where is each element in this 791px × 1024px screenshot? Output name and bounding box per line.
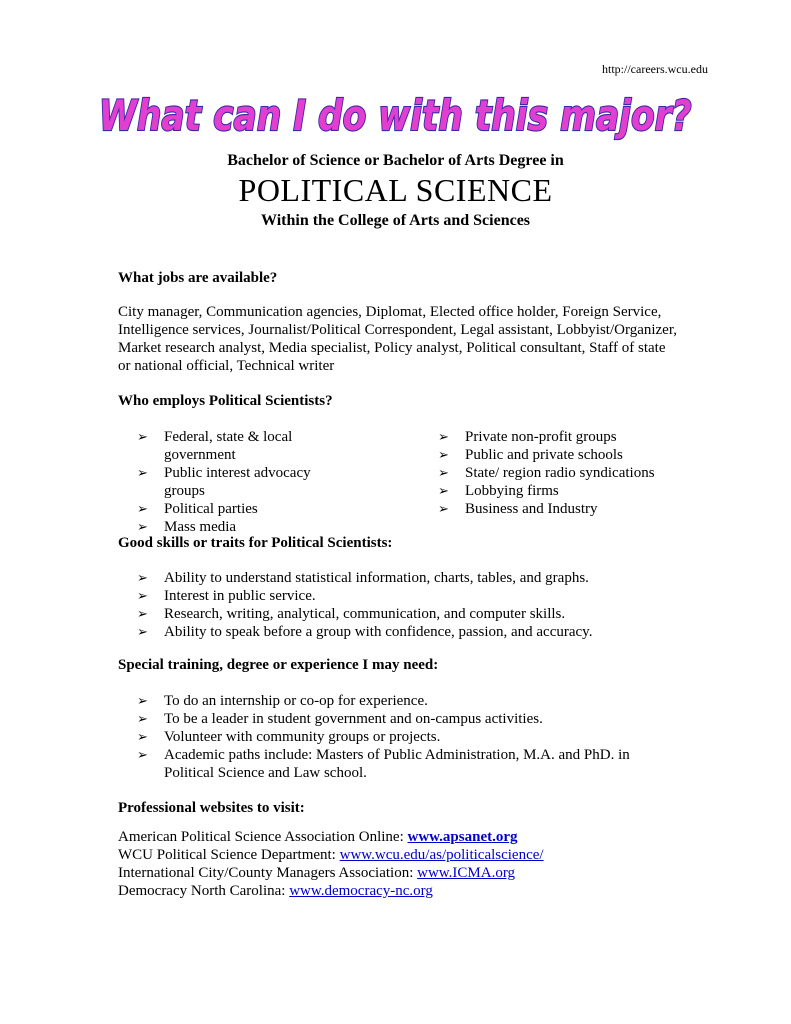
list-item: ➢ Ability to speak before a group with confidence, passion, and accuracy. (137, 624, 593, 640)
list-item: ➢ Private non-profit groups (438, 429, 617, 445)
list-item: ➢ State/ region radio syndications (438, 465, 655, 481)
training-heading: Special training, degree or experience I may need: (118, 657, 439, 673)
training-list (137, 692, 667, 782)
list-item: ➢ Academic paths include: Masters of Public Administration, M.A. and PhD. in Political Science and Law school. (137, 747, 630, 781)
skills-list (137, 569, 697, 641)
page-title: POLITICAL SCIENCE (238, 172, 553, 208)
website-label: International City/County Managers Association: (118, 865, 418, 881)
degree-subtitle: Bachelor of Science or Bachelor of Arts Degree in (227, 152, 564, 169)
apsanet-link[interactable]: www.apsanet.org (407, 829, 518, 845)
arrow-bullet-icon: ➢ (438, 483, 449, 498)
website-row (118, 864, 544, 882)
arrow-bullet-icon: ➢ (137, 429, 148, 444)
list-item: ➢ To do an internship or co-op for experience. (137, 693, 428, 709)
list-item: ➢ Volunteer with community groups or projects. (137, 729, 441, 745)
arrow-bullet-icon: ➢ (137, 570, 148, 585)
arrow-bullet-icon: ➢ (137, 465, 148, 480)
website-label: American Political Science Association Online: (118, 829, 408, 845)
website-row (118, 846, 544, 864)
arrow-bullet-icon: ➢ (137, 519, 148, 534)
websites-list (118, 828, 544, 900)
arrow-bullet-icon: ➢ (438, 501, 449, 516)
employers-right-list (438, 428, 698, 518)
careers-url: http://careers.wcu.edu (602, 62, 708, 76)
website-label: WCU Political Science Department: (118, 847, 340, 863)
wordart-banner (98, 82, 692, 142)
arrow-bullet-icon: ➢ (438, 447, 449, 462)
arrow-bullet-icon: ➢ (137, 693, 148, 708)
college-line: Within the College of Arts and Sciences (260, 212, 531, 229)
website-row (118, 882, 544, 900)
list-item: ➢ Business and Industry (438, 501, 598, 517)
employers-heading: Who employs Political Scientists? (118, 393, 333, 409)
wcu-polisci-link[interactable]: www.wcu.edu/as/politicalscience/ (339, 847, 544, 863)
arrow-bullet-icon: ➢ (137, 729, 148, 744)
arrow-bullet-icon: ➢ (137, 588, 148, 603)
arrow-bullet-icon: ➢ (137, 711, 148, 726)
list-item: ➢ Interest in public service. (137, 588, 316, 604)
jobs-text: City manager, Communication agencies, Diplomat, Elected office holder, Foreign Service, Intelligence services, Journalist/Political Correspondent, Legal assistant, Lobbyist/Organizer, Market research analyst, Media specialist, Policy analyst, Political consultant, Staff of state or national official, Technical writer (118, 304, 677, 374)
list-item: ➢ Research, writing, analytical, communication, and computer skills. (137, 606, 566, 622)
arrow-bullet-icon: ➢ (438, 429, 449, 444)
website-label: Democracy North Carolina: (118, 883, 290, 899)
arrow-bullet-icon: ➢ (137, 747, 148, 762)
list-item: ➢ Federal, state & local government (137, 429, 293, 463)
icma-link[interactable]: www.ICMA.org (417, 865, 516, 881)
list-item: ➢ Lobbying firms (438, 483, 559, 499)
employers-left-list (137, 428, 337, 536)
arrow-bullet-icon: ➢ (438, 465, 449, 480)
websites-heading: Professional websites to visit: (118, 800, 305, 816)
list-item: ➢ Ability to understand statistical information, charts, tables, and graphs. (137, 570, 589, 586)
democracy-nc-link[interactable]: www.democracy-nc.org (289, 883, 433, 899)
list-item: ➢ To be a leader in student government and on-campus activities. (137, 711, 543, 727)
arrow-bullet-icon: ➢ (137, 624, 148, 639)
website-row (118, 828, 544, 846)
list-item: ➢ Political parties (137, 501, 258, 517)
list-item: ➢ Public interest advocacy groups (137, 465, 311, 499)
arrow-bullet-icon: ➢ (137, 501, 148, 516)
skills-heading: Good skills or traits for Political Scientists: (118, 535, 393, 551)
wordart-banner-text: What can I do with this major? (98, 91, 692, 141)
list-item: ➢ Mass media (137, 519, 237, 535)
jobs-heading: What jobs are available? (118, 270, 278, 286)
arrow-bullet-icon: ➢ (137, 606, 148, 621)
list-item: ➢ Public and private schools (438, 447, 623, 463)
